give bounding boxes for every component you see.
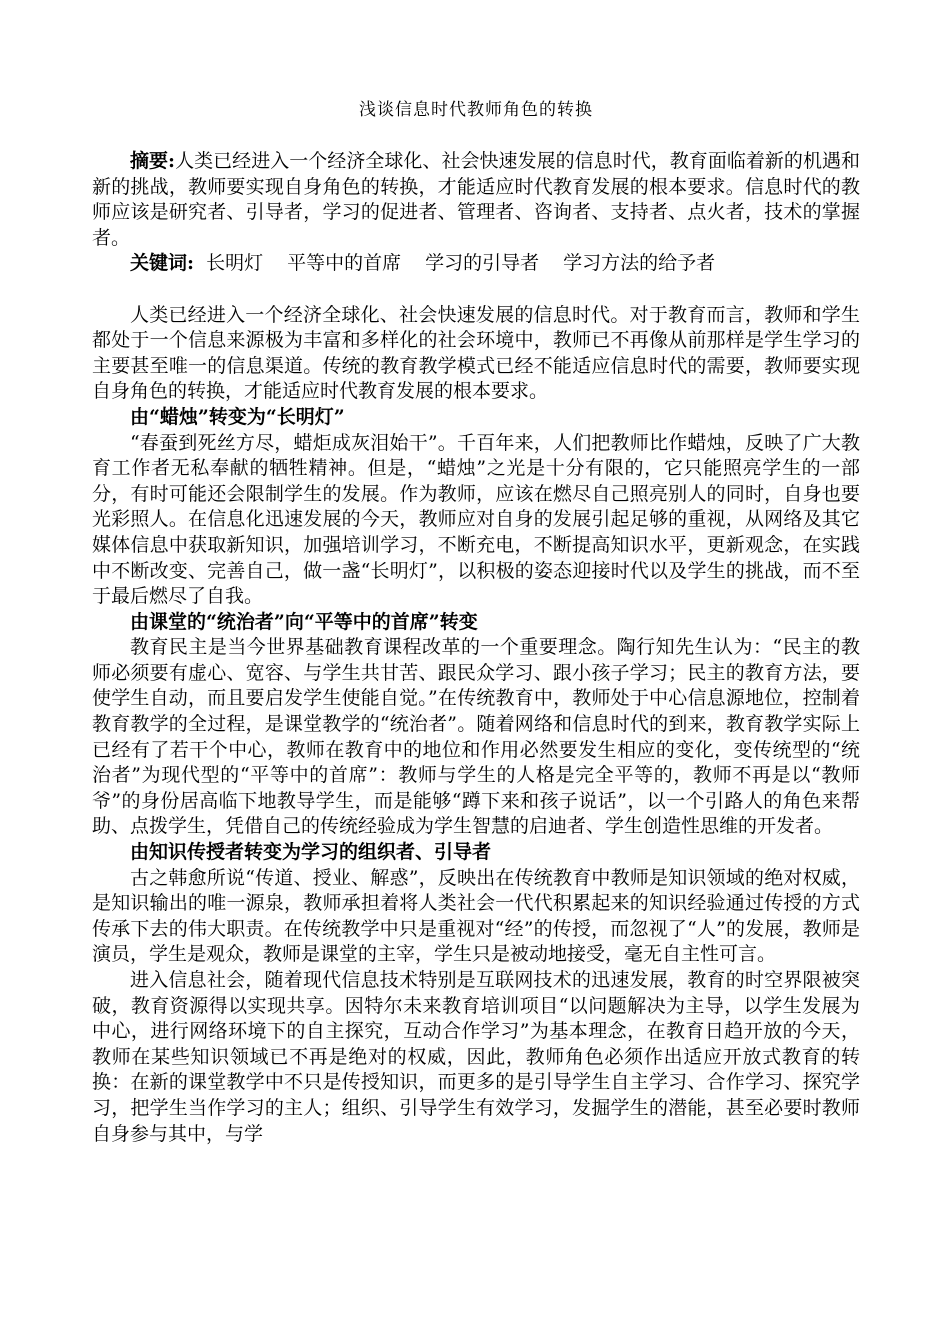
abstract-text: 人类已经进入一个经济全球化、社会快速发展的信息时代，教育面临着新的机遇和新的挑战，教师要实现自身角色的转换，才能适应时代教育发展的根本要求。信息时代的教师应该是研究者、引导者，学习的促进者、管理者、咨询者、支持者、点火者，技术的掌握者。 [92, 150, 860, 249]
document-title: 浅谈信息时代教师角色的转换 [359, 100, 593, 120]
abstract [92, 149, 860, 251]
section-heading: 由课堂的“统治者”向“平等中的首席”转变 [130, 610, 478, 633]
body-paragraph: 古之韩愈所说“传道、授业、解惑”，反映出在传统教育中教师是知识领域的绝对权威，是知识输出的唯一源泉，教师承担着将人类社会一代代积累起来的知识经验通过传授的方式传承下去的伟大职责。在传统教学中只是重视对“经”的传授，而忽视了“人”的发展，教师是演员，学生是观众，教师是课堂的主宰，学生只是被动地接受，毫无自主性可言。 [92, 866, 860, 966]
keywords [92, 251, 860, 277]
section-heading: 由“蜡烛”转变为“长明灯” [130, 405, 345, 428]
document-page [92, 98, 860, 1147]
keyword-item: 学习方法的给予者 [563, 252, 716, 275]
blank-line [92, 277, 860, 303]
keyword-item: 学习的引导者 [425, 252, 540, 275]
section-heading: 由知识传授者转变为学习的组织者、引导者 [130, 841, 492, 864]
keyword-item: 长明灯 [206, 252, 264, 275]
body-paragraph: 教育民主是当今世界基础教育课程改革的一个重要理念。陶行知先生认为：“民主的教师必须要有虚心、宽容、与学生共甘苦、跟民众学习、跟小孩子学习；民主的教育方法，要使学生自动，而且要启发学生使能自觉。”在传统教育中，教师处于中心信息源地位，控制着教育教学的全过程，是课堂教学的“统治者”。随着网络和信息时代的到来，教育教学实际上已经有了若干个中心，教师在教育中的地位和作用必然要发生相应的变化，变传统型的“统治者”为现代型的“平等中的首席”：教师与学生的人格是完全平等的，教师不再是以“教师爷”的身份居高临下地教导学生，而是能够“蹲下来和孩子说话”，以一个引路人的角色来帮助、点拨学生，凭借自己的传统经验成为学生智慧的启迪者、学生创造性思维的开发者。 [92, 636, 860, 838]
body-paragraph: “春蚕到死丝方尽，蜡炬成灰泪始干”。千百年来，人们把教师比作蜡烛，反映了广大教育工作者无私奉献的牺牲精神。但是，“蜡烛”之光是十分有限的，它只能照亮学生的一部分，有时可能还会限制学生的发展。作为教师，应该在燃尽自己照亮别人的同时，自身也要光彩照人。在信息化迅速发展的今天，教师应对自身的发展引起足够的重视，从网络及其它媒体信息中获取新知识，加强培训学习，不断充电，不断提高知识水平，更新观念，在实践中不断改变、完善自己，做一盏“长明灯”，以积极的姿态迎接时代以及学生的挑战，而不至于最后燃尽了自我。 [92, 431, 860, 608]
intro-paragraph: 人类已经进入一个经济全球化、社会快速发展的信息时代。对于教育而言，教师和学生都处于一个信息来源极为丰富和多样化的社会环境中，教师已不再像从前那样是学生学习的主要甚至唯一的信息渠道。传统的教育教学模式已经不能适应信息时代的需要，教师要实现自身角色的转换，才能适应时代教育发展的根本要求。 [92, 303, 860, 403]
body-paragraph: 进入信息社会，随着现代信息技术特别是互联网技术的迅速发展，教育的时空界限被突破，教育资源得以实现共享。因特尔未来教育培训项目“以问题解决为主导，以学生发展为中心，进行网络环境下的自主探究，互动合作学习”为基本理念，在教育日趋开放的今天，教师在某些知识领域已不再是绝对的权威，因此，教师角色必须作出适应开放式教育的转换：在新的课堂教学中不只是传授知识，而更多的是引导学生自主学习、合作学习、探究学习，把学生当作学习的主人；组织、引导学生有效学习，发掘学生的潜能，甚至必要时教师自身参与其中，与学 [92, 969, 860, 1145]
abstract-label: 摘要: [130, 150, 176, 172]
keyword-item: 平等中的首席 [287, 252, 402, 275]
keywords-label: 关键词: [130, 252, 195, 275]
